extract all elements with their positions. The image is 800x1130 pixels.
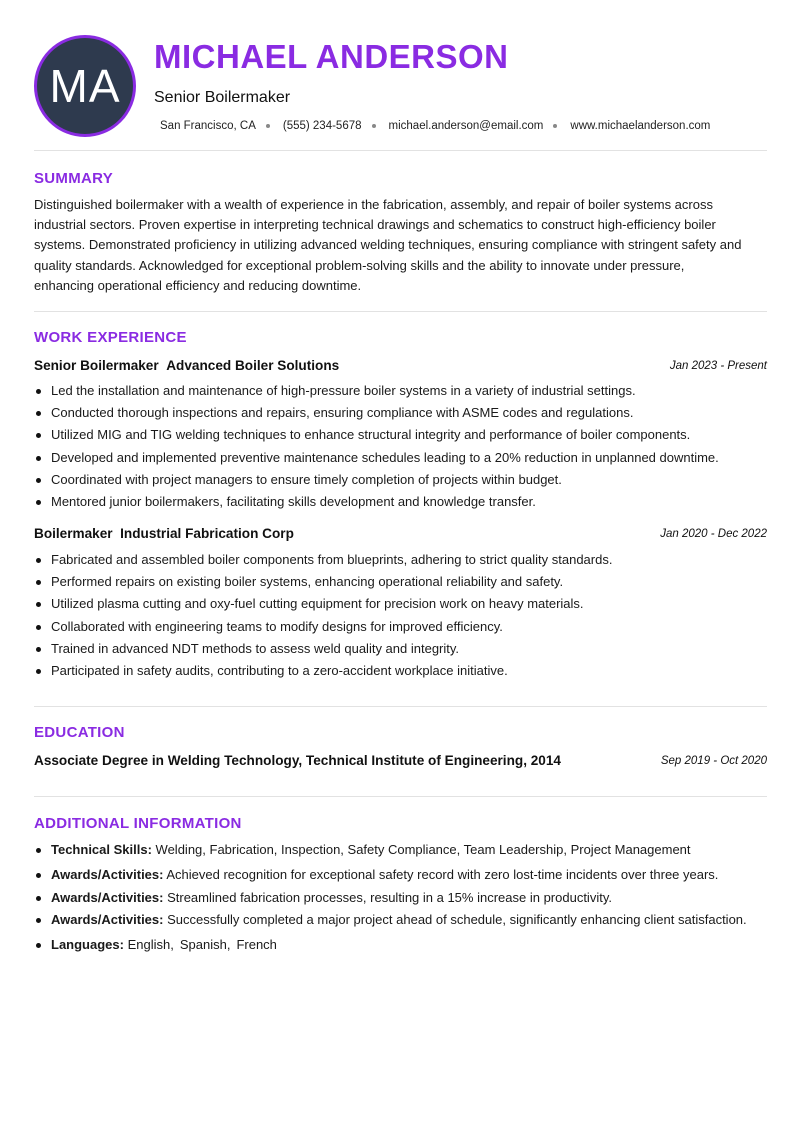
summary-line: Distinguished boilermaker with a wealth of experience in the fabrication, assembly, and repair of boiler systems across <box>34 197 713 212</box>
candidate-role: Senior Boilermaker <box>154 89 291 106</box>
list-item <box>34 887 774 910</box>
education-degree: Associate Degree in Welding Technology, Technical Institute of Engineering, 2014 <box>34 753 561 768</box>
item-text: Welding, Fabrication, Inspection, Safety Compliance, Team Leadership, Project Management <box>155 842 691 857</box>
item-text: Streamlined fabrication processes, resulting in a 15% increase in productivity. <box>167 889 612 905</box>
summary-line: enhancing operational efficiency and reducing downtime. <box>34 277 362 293</box>
list-item: Performed repairs on existing boiler systems, enhancing operational reliability and safety. <box>34 571 770 593</box>
item-label: Awards/Activities: <box>51 889 164 905</box>
list-item: Fabricated and assembled boiler components from blueprints, adhering to strict quality standards. <box>34 549 770 571</box>
additional-list <box>34 839 774 957</box>
contact-website[interactable]: www.michaelanderson.com <box>570 120 711 132</box>
list-item <box>34 909 774 932</box>
contact-email[interactable]: michael.anderson@email.com <box>388 120 544 132</box>
item-label: Awards/Activities: <box>51 867 164 883</box>
separator-dot-icon <box>553 124 557 128</box>
list-item: Collaborated with engineering teams to modify designs for improved efficiency. <box>34 616 770 638</box>
list-item <box>34 864 774 887</box>
language: English, <box>127 937 174 953</box>
summary-line: quality standards. Acknowledged for exceptional problem-solving skills and the ability to innovate under pressure, <box>34 257 685 273</box>
list-item: Utilized MIG and TIG welding techniques to enhance structural integrity and performance of boiler components. <box>34 424 770 446</box>
education-dates: Sep 2019 - Oct 2020 <box>660 755 767 767</box>
language: French <box>236 937 277 953</box>
additional-heading: ADDITIONAL INFORMATION <box>34 815 242 832</box>
list-item: Mentored junior boilermakers, facilitating skills development and knowledge transfer. <box>34 491 770 513</box>
summary-line: systems. Demonstrated proficiency in utilizing advanced welding techniques, ensuring compliance with stringent safety and <box>34 237 742 253</box>
job-header <box>34 358 767 376</box>
job-title-line <box>34 358 339 373</box>
divider <box>34 796 767 797</box>
item-label: Languages: <box>51 937 124 953</box>
experience-heading: WORK EXPERIENCE <box>34 329 187 346</box>
education-entry <box>34 753 767 771</box>
list-item <box>34 839 774 862</box>
summary-text <box>34 195 770 296</box>
summary-heading: SUMMARY <box>34 170 114 187</box>
contact-bar <box>160 120 710 132</box>
list-item: Trained in advanced NDT methods to assess weld quality and integrity. <box>34 638 770 660</box>
contact-phone: (555) 234-5678 <box>282 120 362 132</box>
list-item: Conducted thorough inspections and repairs, ensuring compliance with ASME codes and regulations. <box>34 402 770 424</box>
item-label: Technical Skills: <box>51 842 152 857</box>
language: Spanish, <box>179 937 231 953</box>
item-text: Achieved recognition for exceptional safety record with zero lost-time incidents over three years. <box>166 867 719 883</box>
avatar <box>34 35 136 137</box>
separator-dot-icon <box>372 124 376 128</box>
job-dates: Jan 2020 - Dec 2022 <box>660 528 767 540</box>
list-item: Coordinated with project managers to ensure timely completion of projects within budget. <box>34 469 770 491</box>
list-item: Utilized plasma cutting and oxy-fuel cutting equipment for precision work on heavy materials. <box>34 593 770 615</box>
summary-line: industrial sectors. Proven expertise in interpreting technical drawings and schematics to construct high-efficiency boiler <box>34 217 716 233</box>
item-label: Awards/Activities: <box>51 912 164 928</box>
job-header <box>34 526 767 544</box>
job-bullets <box>34 380 770 513</box>
job-company: Industrial Fabrication Corp <box>120 526 294 541</box>
education-heading: EDUCATION <box>34 724 125 741</box>
separator-dot-icon <box>266 124 270 128</box>
job-title: Boilermaker <box>34 526 113 541</box>
list-item <box>34 934 774 957</box>
candidate-name: MICHAEL ANDERSON <box>154 38 509 75</box>
divider <box>34 150 767 151</box>
job-dates: Jan 2023 - Present <box>669 360 767 372</box>
job-title: Senior Boilermaker <box>34 358 159 373</box>
list-item: Led the installation and maintenance of high-pressure boiler systems in a variety of industrial settings. <box>34 380 770 402</box>
item-text: Successfully completed a major project ahead of schedule, significantly enhancing client satisfaction. <box>167 912 747 928</box>
job-company: Advanced Boiler Solutions <box>166 358 340 373</box>
avatar-initials: MA <box>49 60 121 112</box>
divider <box>34 706 767 707</box>
job-bullets <box>34 549 770 682</box>
job-title-line <box>34 526 294 541</box>
contact-location: San Francisco, CA <box>160 120 256 132</box>
divider <box>34 311 767 312</box>
list-item: Developed and implemented preventive maintenance schedules leading to a 20% reduction in unplanned downtime. <box>34 447 770 469</box>
list-item: Participated in safety audits, contributing to a zero-accident workplace initiative. <box>34 660 770 682</box>
